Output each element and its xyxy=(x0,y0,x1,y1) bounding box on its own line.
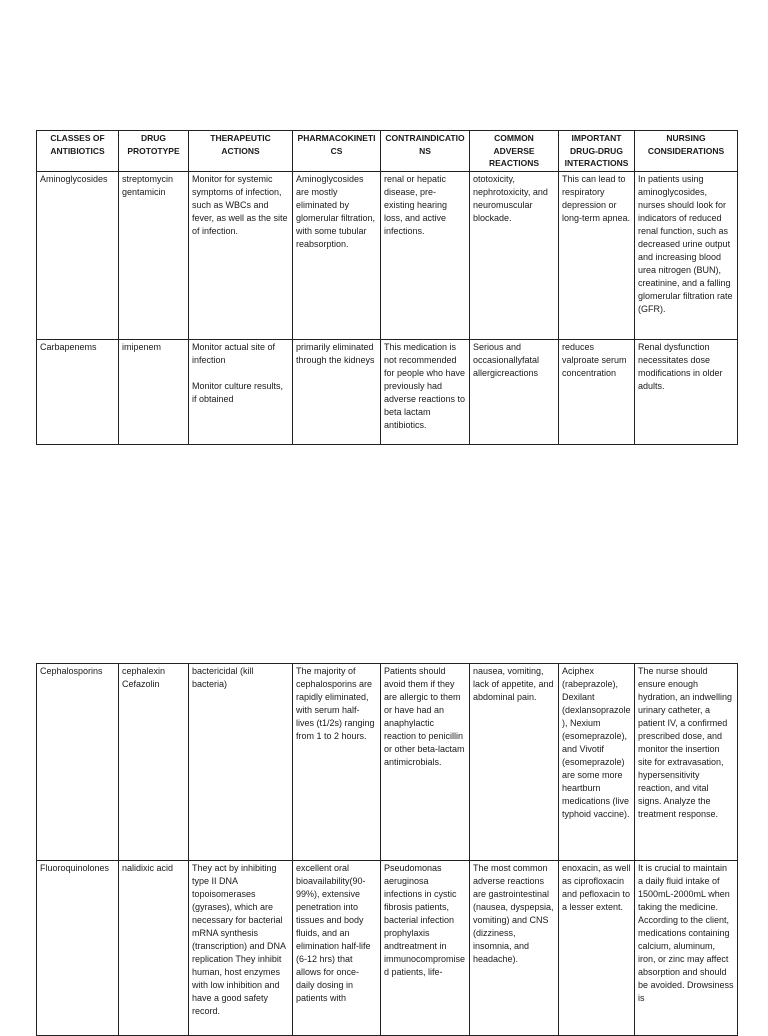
header-therapeutic-actions: THERAPEUTIC ACTIONS xyxy=(189,131,293,172)
table-cell-class: Fluoroquinolones xyxy=(37,861,119,1036)
table-cell-adverse: Serious and occasionallyfatal allergicreactions xyxy=(470,339,559,444)
table-cell-actions: They act by inhibiting type II DNA topoisomerases (gyrases), which are necessary for bacterial mRNA synthesis (transcription) and DNA replication They inhibit human, host enzymes with low inhibition and have a good safety record. xyxy=(189,861,293,1036)
table-cell-class: Carbapenems xyxy=(37,339,119,444)
table-cell-interactions: Aciphex (rabeprazole), Dexilant (dexlansoprazole), Nexium (esomeprazole), and Vivotif (esomeprazole) are some more heartburn medications (live typhoid vaccine). xyxy=(559,664,635,861)
header-classes: CLASSES OF ANTIBIOTICS xyxy=(37,131,119,172)
table-cell-adverse: The most common adverse reactions are gastrointestinal (nausea, dyspepsia, vomiting) and CNS (dizziness, insomnia, and headache). xyxy=(470,861,559,1036)
table-cell-interactions: enoxacin, as well as ciprofloxacin and pefloxacin to a lesser extent. xyxy=(559,861,635,1036)
table-cell-class: Cephalosporins xyxy=(37,664,119,861)
table-cell-actions: Monitor for systemic symptoms of infection, such as WBCs and fever, as well as the site of infection. xyxy=(189,171,293,339)
table-cell-contraindications: This medication is not recommended for people who have previously had adverse reactions to beta lactam antibiotics. xyxy=(381,339,470,444)
header-nursing-considerations: NURSING CONSIDERATIONS xyxy=(635,131,738,172)
table-cell-actions: bactericidal (kill bacteria) xyxy=(189,664,293,861)
table-cell-interactions: reduces valproate serum concentration xyxy=(559,339,635,444)
table-cell-adverse: ototoxicity, nephrotoxicity, and neuromuscular blockade. xyxy=(470,171,559,339)
table-cell-actions: Monitor actual site of infection Monitor culture results, if obtained xyxy=(189,339,293,444)
table-cell-pharmacokinetics: primarily eliminated through the kidneys xyxy=(293,339,381,444)
table-cell-pharmacokinetics: excellent oral bioavailability(90-99%), extensive penetration into tissues and body fluids, and an elimination half-life (6-12 hrs) that allows for once-daily dosing in patients with xyxy=(293,861,381,1036)
table-cell-drug: nalidixic acid xyxy=(119,861,189,1036)
table-cell-pharmacokinetics: Aminoglycosides are mostly eliminated by glomerular filtration, with some tubular reabsorption. xyxy=(293,171,381,339)
table-cell-pharmacokinetics: The majority of cephalosporins are rapidly eliminated, with serum half-lives (t1/2s) ranging from 1 to 2 hours. xyxy=(293,664,381,861)
table-cell-class: Aminoglycosides xyxy=(37,171,119,339)
table-cell-contraindications: Patients should avoid them if they are allergic to them or have had an anaphylactic reaction to penicillin or other beta-lactam antimicrobials. xyxy=(381,664,470,861)
table-cell-drug: streptomycin gentamicin xyxy=(119,171,189,339)
header-drug-interactions: IMPORTANT DRUG-DRUG INTERACTIONS xyxy=(559,131,635,172)
header-pharmacokinetics: PHARMACOKINETICS xyxy=(293,131,381,172)
table-cell-nursing: The nurse should ensure enough hydration, an indwelling urinary catheter, a patient IV, a confirmed prescribed dose, and monitor the insertion site for extravasation, hypersensitivity reaction, and vital signs. Analyze the treatment response. xyxy=(635,664,738,861)
table-cell-interactions: This can lead to respiratory depression or long-term apnea. xyxy=(559,171,635,339)
table-cell-contraindications: renal or hepatic disease, pre-existing hearing loss, and active infections. xyxy=(381,171,470,339)
table-cell-nursing: It is crucial to maintain a daily fluid intake of 1500mL-2000mL when taking the medicine. According to the client, medications containing calcium, aluminum, iron, or zinc may affect absorption and should be avoided. Drowsiness is xyxy=(635,861,738,1036)
table-cell-drug: cephalexin Cefazolin xyxy=(119,664,189,861)
header-drug-prototype: DRUG PROTOTYPE xyxy=(119,131,189,172)
table-header-row xyxy=(37,131,738,172)
table-row xyxy=(37,664,738,861)
antibiotics-table-bottom xyxy=(36,663,738,1036)
table-cell-adverse: nausea, vomiting, lack of appetite, and abdominal pain. xyxy=(470,664,559,861)
table-cell-nursing: In patients using aminoglycosides, nurses should look for indicators of reduced renal function, such as decreased urine output and increasing blood urea nitrogen (BUN), creatinine, and a falling glomerular filtration rate (GFR). xyxy=(635,171,738,339)
antibiotics-table-top xyxy=(36,130,738,445)
header-contraindications: CONTRAINDICATIONS xyxy=(381,131,470,172)
table-cell-drug: imipenem xyxy=(119,339,189,444)
table-cell-contraindications: Pseudomonas aeruginosa infections in cystic fibrosis patients, bacterial infection prophylaxis andtreatment in immunocompromised patients, life- xyxy=(381,861,470,1036)
table-row xyxy=(37,339,738,444)
table-row xyxy=(37,171,738,339)
table-cell-nursing: Renal dysfunction necessitates dose modifications in older adults. xyxy=(635,339,738,444)
header-adverse-reactions: COMMON ADVERSE REACTIONS xyxy=(470,131,559,172)
table-row xyxy=(37,861,738,1036)
